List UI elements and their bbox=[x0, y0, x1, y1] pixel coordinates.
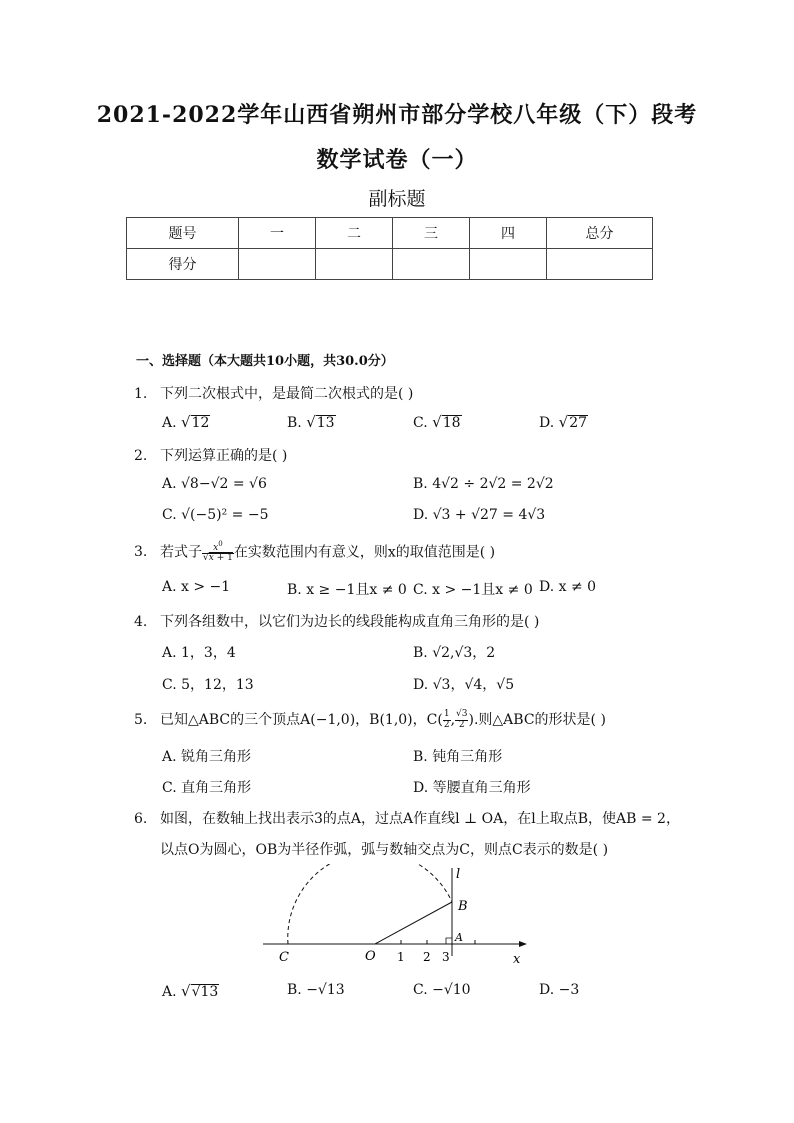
dashed-arc bbox=[288, 864, 452, 944]
question-6 bbox=[134, 808, 680, 828]
q5-option-d: D. 等腰直角三角形 bbox=[413, 780, 531, 796]
q4-option-a: A. 1，3，4 bbox=[162, 645, 236, 661]
question-stem-post: 在实数范围内有意义，则x的取值范围是( ) bbox=[233, 544, 496, 561]
option-value: 5，12，13 bbox=[181, 677, 254, 693]
q6-option-a: A. √√13 bbox=[162, 982, 219, 1000]
score-header-cell: 一 bbox=[239, 218, 316, 249]
q3-option-b: B. x ≥ −1且x ≠ 0 bbox=[287, 582, 407, 598]
doc-title-line1: 2021-2022学年山西省朔州市部分学校八年级（下）段考 bbox=[96, 102, 698, 128]
question-number: 1. bbox=[134, 386, 148, 402]
q3-option-c: C. x > −1且x ≠ 0 bbox=[413, 582, 533, 598]
question-stem-post: ).则△ABC的形状是( ) bbox=[468, 712, 606, 728]
label-tick-2: 2 bbox=[423, 950, 431, 964]
coord-fraction: $\frac{√3}{2}$ bbox=[456, 709, 468, 730]
score-table bbox=[126, 217, 653, 280]
doc-title-line2: 数学试卷（一） bbox=[316, 147, 478, 173]
option-value: 锐角三角形 bbox=[181, 749, 252, 765]
expression-fraction: $\frac{x^0}{√x + 1}$ bbox=[203, 540, 233, 564]
score-header-cell: 四 bbox=[470, 218, 547, 249]
q4-option-d: D. √3，√4，√5 bbox=[413, 677, 515, 693]
q6-option-b: B. −√13 bbox=[287, 982, 345, 998]
q5-option-b: B. 钝角三角形 bbox=[413, 749, 503, 765]
label-l: l bbox=[456, 867, 461, 882]
option-value: 等腰直角三角形 bbox=[432, 780, 531, 796]
q3-option-a: A. x > −1 bbox=[162, 579, 231, 595]
question-stem: 下列运算正确的是( ) bbox=[160, 448, 288, 464]
label-c: C bbox=[279, 950, 289, 965]
option-value: 12 bbox=[191, 415, 210, 431]
x-axis-arrow bbox=[519, 941, 527, 947]
option-value: √3，√4，√5 bbox=[432, 677, 515, 693]
question-5: 5. 已知△ABC的三个顶点A(−1,0)，B(1,0)，C( $\frac{1}{2}$ , $\frac{√3}{2}$ ).则△ABC的形状是( ) bbox=[134, 709, 606, 730]
option-value: √8−√2 = √6 bbox=[181, 476, 267, 492]
label-x: x bbox=[513, 952, 521, 967]
question-number: 4. bbox=[134, 614, 148, 630]
option-value: −√13 bbox=[306, 982, 345, 998]
q1-option-a: A. √12 bbox=[162, 413, 210, 431]
question-number: 6. bbox=[134, 811, 148, 827]
question-stem: 下列二次根式中，是最简二次根式的是( ) bbox=[160, 386, 414, 402]
question-stem: 下列各组数中，以它们为边长的线段能构成直角三角形的是( ) bbox=[160, 614, 540, 630]
q2-option-a: A. √8−√2 = √6 bbox=[162, 476, 267, 492]
question-stem-line1: 如图，在数轴上找出表示3的点A，过点A作直线l ⊥ OA，在l上取点B，使AB = 2， bbox=[160, 811, 680, 827]
segment-ob bbox=[375, 902, 452, 944]
q4-option-b: B. √2,√3，2 bbox=[413, 645, 496, 661]
q4-option-c: C. 5，12，13 bbox=[162, 677, 254, 693]
option-value: √2,√3，2 bbox=[432, 645, 496, 661]
option-value: x > −1 bbox=[181, 579, 231, 595]
doc-subtitle: 副标题 bbox=[368, 188, 426, 210]
option-value: 13 bbox=[316, 415, 335, 431]
score-cell bbox=[393, 249, 470, 280]
option-value: √3 + √27 = 4√3 bbox=[432, 507, 546, 523]
question-6-line2: 以点O为圆心，OB为半径作弧，弧与数轴交点为C，则点C表示的数是( ) bbox=[160, 842, 609, 858]
label-tick-3: 3 bbox=[442, 950, 450, 964]
question-2 bbox=[134, 445, 287, 465]
right-angle-mark bbox=[446, 938, 452, 944]
question-3 bbox=[134, 541, 495, 564]
option-value: −√10 bbox=[432, 982, 471, 998]
q6-option-d: D. −3 bbox=[539, 982, 580, 998]
option-value: −3 bbox=[558, 982, 580, 998]
q3-option-d: D. x ≠ 0 bbox=[539, 579, 597, 595]
question-stem-pre: 已知△ABC的三个顶点A(−1,0)，B(1,0)，C( bbox=[160, 712, 443, 728]
question-stem-pre: 若式子 bbox=[160, 544, 202, 561]
q1-option-b: B. √13 bbox=[287, 413, 335, 431]
question-number: 3. bbox=[134, 544, 148, 561]
option-value: x > −1且x ≠ 0 bbox=[432, 582, 533, 598]
option-value: 1，3，4 bbox=[181, 645, 236, 661]
score-cell bbox=[316, 249, 393, 280]
q5-option-a: A. 锐角三角形 bbox=[162, 749, 252, 765]
score-cell bbox=[239, 249, 316, 280]
q2-option-b: B. 4√2 ÷ 2√2 = 2√2 bbox=[413, 476, 554, 492]
question-number: 2. bbox=[134, 448, 148, 464]
q1-option-c: C. √18 bbox=[413, 413, 461, 431]
score-header-cell: 题号 bbox=[127, 218, 239, 249]
label-tick-1: 1 bbox=[397, 950, 405, 964]
score-header-cell: 总分 bbox=[547, 218, 653, 249]
option-value: 4√2 ÷ 2√2 = 2√2 bbox=[432, 476, 554, 492]
option-value: x ≥ −1且x ≠ 0 bbox=[306, 582, 407, 598]
score-header-cell: 三 bbox=[393, 218, 470, 249]
label-b: B bbox=[458, 899, 468, 914]
q6-option-c: C. −√10 bbox=[413, 982, 471, 998]
label-a: A bbox=[455, 931, 463, 944]
question-1 bbox=[134, 383, 413, 403]
option-value: √(−5)² = −5 bbox=[181, 507, 269, 523]
score-table-header-row bbox=[127, 218, 653, 249]
score-header-cell: 二 bbox=[316, 218, 393, 249]
question-4 bbox=[134, 611, 539, 631]
option-value: x ≠ 0 bbox=[558, 579, 597, 595]
number-line-figure bbox=[255, 864, 545, 974]
option-value: 27 bbox=[569, 415, 588, 431]
q2-option-c: C. √(−5)² = −5 bbox=[162, 507, 269, 523]
score-cell bbox=[470, 249, 547, 280]
option-value: 钝角三角形 bbox=[432, 749, 503, 765]
option-value: 直角三角形 bbox=[181, 780, 252, 796]
question-number: 5. bbox=[134, 712, 148, 728]
score-cell bbox=[547, 249, 653, 280]
option-value: 18 bbox=[442, 415, 461, 431]
score-row-label: 得分 bbox=[127, 249, 239, 280]
label-o: O bbox=[365, 949, 376, 964]
section-heading: 一、选择题（本大题共10小题，共30.0分） bbox=[136, 354, 394, 369]
coord-fraction: $\frac{1}{2}$ bbox=[443, 709, 450, 730]
option-value: √13 bbox=[191, 984, 219, 1000]
score-table-row bbox=[127, 249, 653, 280]
q1-option-d: D. √27 bbox=[539, 413, 588, 431]
q2-option-d: D. √3 + √27 = 4√3 bbox=[413, 507, 546, 523]
q5-option-c: C. 直角三角形 bbox=[162, 780, 252, 796]
